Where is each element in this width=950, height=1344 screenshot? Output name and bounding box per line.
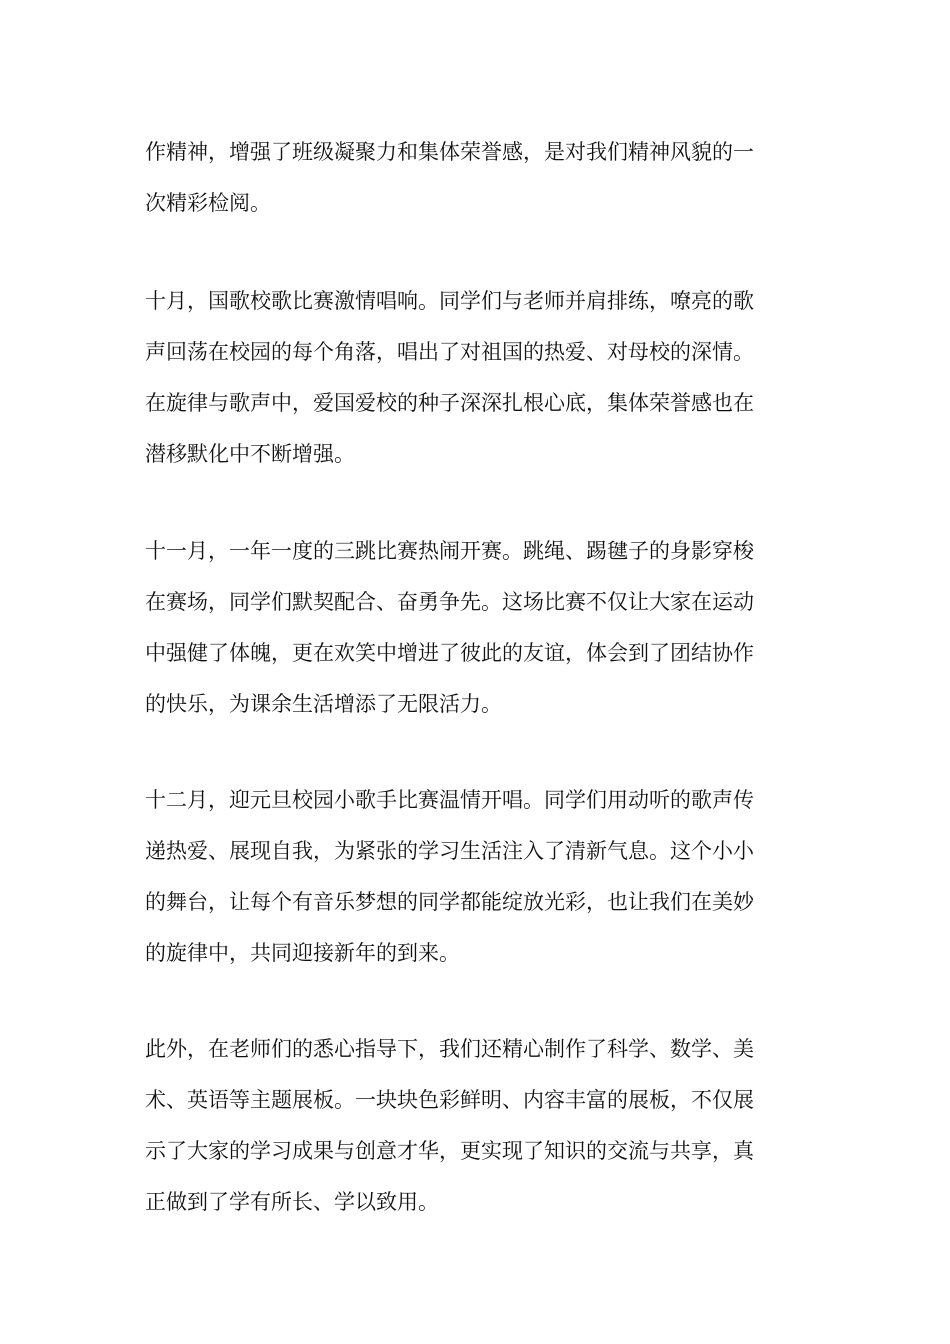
text-line: 十一月，一年一度的三跳比赛热闹开赛。跳绳、踢毽子的身影穿梭 <box>145 539 754 563</box>
text-line: 正做到了学有所长、学以致用。 <box>145 1190 439 1214</box>
text-line: 声回荡在校园的每个角落，唱出了对祖国的热爱、对母校的深情。 <box>145 340 754 364</box>
text-line: 潜移默化中不断增强。 <box>145 442 355 466</box>
text-line: 术、英语等主题展板。一块块色彩鲜明、内容丰富的展板，不仅展 <box>145 1088 754 1112</box>
text-line: 的旋律中，共同迎接新年的到来。 <box>145 941 460 965</box>
text-line: 示了大家的学习成果与创意才华，更实现了知识的交流与共享，真 <box>145 1139 754 1163</box>
text-line: 的快乐，为课余生活增添了无限活力。 <box>145 692 502 716</box>
text-line: 在旋律与歌声中，爱国爱校的种子深深扎根心底，集体荣誉感也在 <box>145 391 754 415</box>
paragraph-november <box>145 526 754 730</box>
text-line: 的舞台，让每个有音乐梦想的同学都能绽放光彩，也让我们在美妙 <box>145 890 754 914</box>
paragraph-december <box>145 775 754 979</box>
text-line: 在赛场，同学们默契配合、奋勇争先。这场比赛不仅让大家在运动 <box>145 590 754 614</box>
text-line: 递热爱、展现自我，为紧张的学习生活注入了清新气息。这个小小 <box>145 839 754 863</box>
text-line: 次精彩检阅。 <box>145 191 271 215</box>
text-line: 十月，国歌校歌比赛激情唱响。同学们与老师并肩排练，嘹亮的歌 <box>145 289 754 313</box>
text-line: 十二月，迎元旦校园小歌手比赛温情开唱。同学们用动听的歌声传 <box>145 788 754 812</box>
text-line: 作精神，增强了班级凝聚力和集体荣誉感，是对我们精神风貌的一 <box>145 140 754 164</box>
paragraph-display-boards <box>145 1024 754 1228</box>
paragraph-october <box>145 276 754 480</box>
text-line: 此外，在老师们的悉心指导下，我们还精心制作了科学、数学、美 <box>145 1037 754 1061</box>
text-line: 中强健了体魄，更在欢笑中增进了彼此的友谊，体会到了团结协作 <box>145 641 754 665</box>
paragraph-intro-continuation <box>145 127 754 229</box>
